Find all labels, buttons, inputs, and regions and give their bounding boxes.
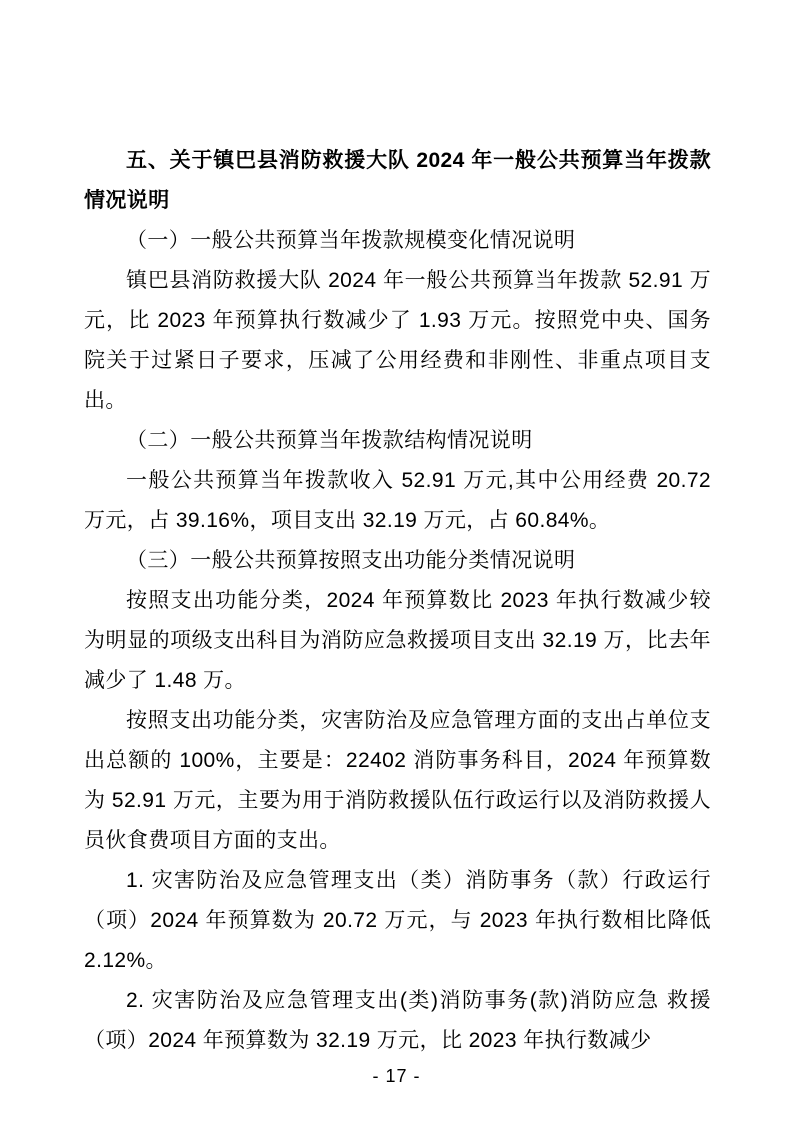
section-heading-2: （二）一般公共预算当年拨款结构情况说明: [126, 429, 533, 452]
list-item-1-administrative-operation: 1. 灾害防治及应急管理支出（类）消防事务（款）行政运行（项）2024 年预算数为 20.72 万元，与 2023 年执行数相比降低 2.12%。: [84, 869, 711, 972]
document-title: 五、关于镇巴县消防救援大队 2024 年一般公共预算当年拨款情况说明: [84, 149, 711, 212]
page-number: - 17 -: [372, 1066, 421, 1086]
section-heading-3: （三）一般公共预算按照支出功能分类情况说明: [126, 549, 576, 572]
paragraph-expenditure-function-decrease: 按照支出功能分类，2024 年预算数比 2023 年执行数减少较为明显的项级支出科目为消防应急救援项目支出 32.19 万，比去年减少了 1.48 万。: [84, 589, 711, 692]
paragraph-funding-structure: 一般公共预算当年拨款收入 52.91 万元,其中公用经费 20.72 万元，占 39.16%，项目支出 32.19 万元，占 60.84%。: [84, 469, 711, 532]
document-body: [84, 141, 711, 1061]
section-heading-1: （一）一般公共预算当年拨款规模变化情况说明: [126, 229, 576, 252]
paragraph-disaster-management-share: 按照支出功能分类，灾害防治及应急管理方面的支出占单位支出总额的 100%，主要是：22402 消防事务科目，2024 年预算数为 52.91 万元，主要为用于消防救援队伍行政运行以及消防救援人员伙食费项目方面的支出。: [84, 709, 711, 852]
list-item-2-fire-emergency-rescue: 2. 灾害防治及应急管理支出(类)消防事务(款)消防应急 救援（项）2024 年预算数为 32.19 万元，比 2023 年执行数减少: [84, 989, 711, 1052]
paragraph-funding-scale-change: 镇巴县消防救援大队 2024 年一般公共预算当年拨款 52.91 万元，比 2023 年预算执行数减少了 1.93 万元。按照党中央、国务院关于过紧日子要求，压减了公用经费和非刚性、非重点项目支出。: [84, 269, 711, 412]
